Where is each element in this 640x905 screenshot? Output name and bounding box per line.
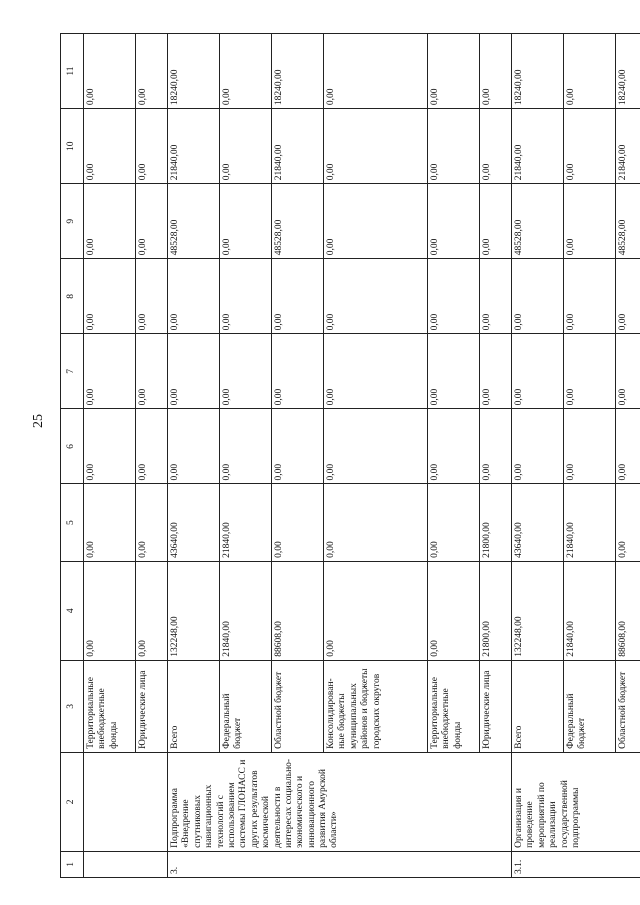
funding-source: Юридические лица (480, 660, 512, 752)
value-cell: 0,00 (168, 409, 220, 484)
funding-source: Областной бюджет (272, 660, 324, 752)
table-row (324, 34, 428, 878)
row-number: 3. (168, 851, 512, 877)
header-cell: 1 (61, 851, 84, 877)
value-cell: 0,00 (564, 334, 616, 409)
value-cell: 0,00 (512, 334, 564, 409)
value-cell: 21840,00 (168, 109, 220, 184)
value-cell: 0,00 (616, 409, 640, 484)
value-cell: 0,00 (480, 334, 512, 409)
value-cell: 0,00 (136, 484, 168, 561)
value-cell: 0,00 (220, 409, 272, 484)
table-row (272, 34, 324, 878)
header-cell: 9 (61, 184, 84, 259)
row-title (84, 752, 168, 851)
value-cell: 0,00 (84, 259, 136, 334)
value-cell: 0,00 (136, 109, 168, 184)
value-cell: 48528,00 (272, 184, 324, 259)
value-cell: 21840,00 (220, 561, 272, 660)
value-cell: 43640,00 (168, 484, 220, 561)
value-cell: 0,00 (564, 109, 616, 184)
header-cell: 2 (61, 752, 84, 851)
value-cell: 0,00 (324, 334, 428, 409)
value-cell: 0,00 (324, 184, 428, 259)
value-cell: 0,00 (564, 34, 616, 109)
value-cell: 0,00 (136, 561, 168, 660)
value-cell: 0,00 (84, 334, 136, 409)
value-cell: 0,00 (136, 259, 168, 334)
header-cell: 3 (61, 660, 84, 752)
table-row (168, 34, 220, 878)
value-cell: 0,00 (84, 109, 136, 184)
value-cell: 43640,00 (512, 484, 564, 561)
funding-source: Всего (168, 660, 220, 752)
value-cell: 21840,00 (564, 484, 616, 561)
value-cell: 0,00 (428, 561, 480, 660)
table-row (84, 34, 136, 878)
value-cell: 0,00 (220, 334, 272, 409)
funding-source: Областной бюджет (616, 660, 640, 752)
value-cell: 0,00 (136, 409, 168, 484)
value-cell: 0,00 (84, 484, 136, 561)
value-cell: 0,00 (136, 184, 168, 259)
value-cell: 0,00 (324, 484, 428, 561)
value-cell: 0,00 (84, 409, 136, 484)
row-title: Подпрограмма «Внедрение спутниковых навигационных технологий с использованием системы ГЛОНАСС и других результатов космической деятельности в интересах социально-экономического и инновационного развития Амурской области» (168, 752, 512, 851)
value-cell: 0,00 (168, 259, 220, 334)
table-row (428, 34, 480, 878)
value-cell: 0,00 (616, 334, 640, 409)
value-cell: 0,00 (564, 409, 616, 484)
value-cell: 0,00 (272, 484, 324, 561)
table-row (136, 34, 168, 878)
value-cell: 0,00 (324, 259, 428, 334)
funding-source: Территориальные внебюджетные фонды (428, 660, 480, 752)
budget-table-rotated (60, 33, 628, 878)
value-cell: 132248,00 (168, 561, 220, 660)
value-cell: 18240,00 (272, 34, 324, 109)
value-cell: 0,00 (428, 334, 480, 409)
value-cell: 18240,00 (616, 34, 640, 109)
budget-table (60, 33, 640, 878)
value-cell: 132248,00 (512, 561, 564, 660)
value-cell: 0,00 (168, 334, 220, 409)
value-cell: 0,00 (324, 409, 428, 484)
value-cell: 0,00 (564, 184, 616, 259)
funding-source: Федеральный бюджет (220, 660, 272, 752)
funding-source: Всего (512, 660, 564, 752)
table-row (220, 34, 272, 878)
value-cell: 0,00 (564, 259, 616, 334)
value-cell: 0,00 (220, 34, 272, 109)
header-row (61, 34, 84, 878)
header-cell: 8 (61, 259, 84, 334)
header-cell: 10 (61, 109, 84, 184)
funding-source: Территориальные внебюджетные фонды (84, 660, 136, 752)
value-cell: 0,00 (616, 484, 640, 561)
value-cell: 21840,00 (512, 109, 564, 184)
table-row (480, 34, 512, 878)
value-cell: 48528,00 (616, 184, 640, 259)
value-cell: 0,00 (428, 109, 480, 184)
value-cell: 0,00 (480, 109, 512, 184)
row-number: 3.1. (512, 851, 640, 877)
value-cell: 0,00 (512, 259, 564, 334)
row-title: Организация и проведение мероприятий по реализации государственной подпрограммы (512, 752, 640, 851)
header-cell: 6 (61, 409, 84, 484)
value-cell: 0,00 (84, 34, 136, 109)
value-cell: 0,00 (428, 409, 480, 484)
value-cell: 48528,00 (512, 184, 564, 259)
value-cell: 0,00 (220, 184, 272, 259)
value-cell: 0,00 (84, 184, 136, 259)
value-cell: 0,00 (324, 561, 428, 660)
value-cell: 0,00 (616, 259, 640, 334)
value-cell: 21840,00 (616, 109, 640, 184)
value-cell: 0,00 (324, 109, 428, 184)
value-cell: 21840,00 (220, 484, 272, 561)
table-row (616, 34, 640, 878)
header-cell: 11 (61, 34, 84, 109)
value-cell: 0,00 (272, 334, 324, 409)
value-cell: 0,00 (480, 184, 512, 259)
value-cell: 0,00 (84, 561, 136, 660)
value-cell: 0,00 (428, 184, 480, 259)
value-cell: 0,00 (136, 334, 168, 409)
value-cell: 0,00 (272, 259, 324, 334)
value-cell: 21800,00 (480, 484, 512, 561)
value-cell: 0,00 (480, 409, 512, 484)
value-cell: 21840,00 (564, 561, 616, 660)
value-cell: 48528,00 (168, 184, 220, 259)
value-cell: 0,00 (428, 34, 480, 109)
value-cell: 21800,00 (480, 561, 512, 660)
value-cell: 18240,00 (512, 34, 564, 109)
row-number (84, 851, 168, 877)
value-cell: 0,00 (428, 484, 480, 561)
funding-source: Юридические лица (136, 660, 168, 752)
header-cell: 7 (61, 334, 84, 409)
table-row (564, 34, 616, 878)
value-cell: 88608,00 (272, 561, 324, 660)
value-cell: 0,00 (324, 34, 428, 109)
value-cell: 18240,00 (168, 34, 220, 109)
table-row (512, 34, 564, 878)
table-body (84, 34, 640, 878)
value-cell: 0,00 (480, 34, 512, 109)
header-cell: 5 (61, 484, 84, 561)
value-cell: 0,00 (136, 34, 168, 109)
funding-source: Федеральный бюджет (564, 660, 616, 752)
page-number: 25 (31, 414, 46, 428)
value-cell: 0,00 (272, 409, 324, 484)
value-cell: 0,00 (480, 259, 512, 334)
header-cell: 4 (61, 561, 84, 660)
value-cell: 88608,00 (616, 561, 640, 660)
value-cell: 0,00 (428, 259, 480, 334)
funding-source: Консолидирован-ные бюджеты муниципальных районов и бюджеты городских округов (324, 660, 428, 752)
value-cell: 0,00 (512, 409, 564, 484)
value-cell: 0,00 (220, 259, 272, 334)
value-cell: 21840,00 (272, 109, 324, 184)
value-cell: 0,00 (220, 109, 272, 184)
